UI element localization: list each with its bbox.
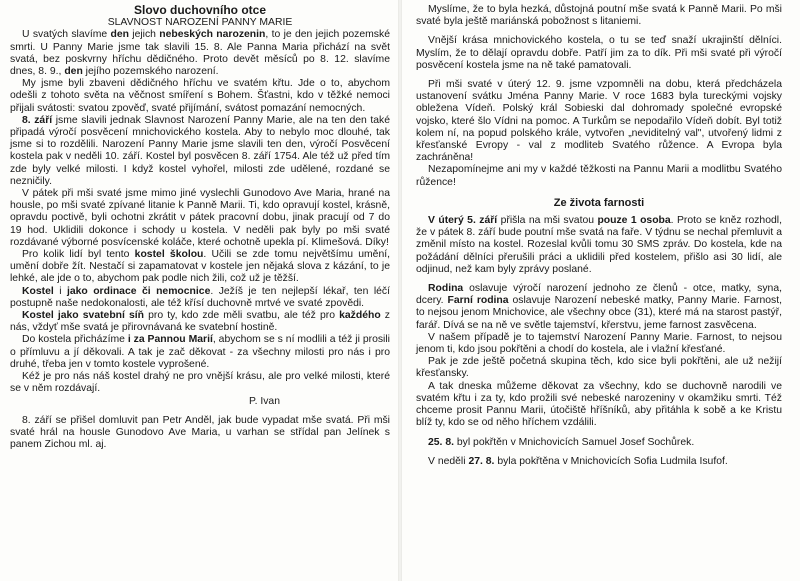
signature: P. Ivan xyxy=(248,395,280,407)
paragraph: V našem případě je to tajemství Narození Panny Marie. Farnost, to nejsou jenom ti, kdo jsou pokřtěni a chodí do kostela, ale i vlažní křesťané. xyxy=(416,331,782,356)
paragraph: 25. 8. byl pokřtěn v Mnichovicích Samuel Josef Sochůrek. xyxy=(428,436,695,448)
right-page xyxy=(398,0,800,581)
paragraph: 8. září se přišel domluvit pan Petr Anděl, jak bude vypadat mše svatá. Při mši svaté hrál na housle Gunodovo Ave Maria, u varhan se střídal pan Jelínek s panem Zichou ml. aj. xyxy=(10,414,390,451)
paragraph: Pak je zde ještě početná skupina těch, kdo sice byli pokřtěni, ale už nežijí křesťansky. xyxy=(416,356,782,380)
paragraph: V úterý 5. září přišla na mši svatou pouze 1 osoba. Proto se kněz rozhodl, že v pátek 8. září bude poutní mše svatá na faře. V týdnu se nechal přemluvit a změnil místo na kostel. Rozeslal kvůli tomu 30 SMS zpráv. Do kostela, kde na požádání dělníci přerušili práci a uklidili před kostelem, přišlo asi 30 lidí, ale odjinud, než kam byly zprávy poslané. xyxy=(416,215,782,275)
paragraph: My jsme byli zbaveni dědičného hříchu ve svatém křtu. Jde o to, abychom odešli z tohoto světa na věčnost smíření s Bohem. Šťastni, kdo v těžké nemoci přijali svátosti: svatou zpověď, svaté přijímání, svátost pomazání nemocných. xyxy=(10,78,390,114)
section-title: Ze života farnosti xyxy=(553,196,645,209)
paragraph: U svatých slavíme den jejich nebeských narozenin, to je den jejich pozemské smrti. U Panny Marie jsme tak slavili 15. 8. Ale Panna Maria přichází na svět svatá, bez poskvrny hříchu dědičného. Proto devět měsíců po 8. 12. slavíme dnes, 8. 9., den jejího pozemského narození. xyxy=(10,29,390,78)
paragraph: Kostel i jako ordinace či nemocnice. Ježíš je ten nejlepší lékař, ten léčí postupně naše nedokonalosti, ale též křísí duchovně mrtvé ve svaté zpovědi. xyxy=(10,285,390,309)
paragraph: Pro kolik lidí byl tento kostel školou. Učili se zde tomu největšímu umění, umění dobře žít. Nestačí si zapamatovat v kostele jen nějaká slova z kázání, to je lehké, ale jde o to, abychom pak podle nich žili, což už je těžší. xyxy=(10,249,390,285)
paragraph: A tak dneska můžeme děkovat za všechny, kdo se duchovně narodili ve svatém křtu i za ty, kdo prožili své nebeské narozeniny v okamžiku smrti. Též chceme prosit Pannu Marii, útočiště hříšníků, aby přitáhla k sobě a ke Kristu blíž ty, kdo se od něho hříchem vzdálili. xyxy=(416,380,782,429)
paragraph: V pátek při mši svaté jsme mimo jiné vyslechli Gunodovo Ave Maria, hrané na housle, po mši svaté zpívané litanie k Panně Marii. Ti, kdo opravují kostel, krásně, opravdu poctivě, byli ochotni zkrátit v pátek pracovní dobu, jinak pracují od 7 do 19 hod. Uklidili dokonce i schody u kostela. V neděli pak byly po mši svaté rozdávané výborné posvícenské koláče, které ochotně upekla pí. Klimešová. Díky! xyxy=(10,188,390,248)
paragraph: Při mši svaté v úterý 12. 9. jsme vzpomněli na dobu, která předcházela ustanovení svátku Jména Panny Marie. V roce 1683 byla tureckými vojsky obležena Vídeň. Polský král Sobieski dal dohromady společné evropské vojsko, které šlo Vídni na pomoc. A Turkům se nepodařilo Vídeň dobít. Byl totiž kolem ní, na popud polského krále, vytvořen „neviditelný val", utvořený lidmi z křesťanské Evropy - val z modliteb Svatého růžence. A Evropa byla zachráněna! xyxy=(416,79,782,164)
page-subtitle: SLAVNOST NAROZENÍ PANNY MARIE xyxy=(107,17,293,29)
page-gutter xyxy=(398,0,402,581)
paragraph: V neděli 27. 8. byla pokřtěna v Mnichovicích Sofia Ludmila Isufof. xyxy=(428,455,728,467)
paragraph: Do kostela přicházíme i za Pannou Marií, abychom se s ní modlili a též ji prosili o přímluvu a jí děkovali. A tak je zač děkovat - za všechny milosti pro nás i pro druhé, třeba jen v tomto kostele vyprošené. xyxy=(10,334,390,370)
paragraph: Vnější krása mnichovického kostela, o tu se teď snaží ukrajinští dělníci. Myslím, že to dělají opravdu dobře. Patří jim za to dík. Při mši svaté při výročí posvěcení kostela jsme na ně také pamatovali. xyxy=(416,35,782,71)
paragraph: 8. září jsme slavili jednak Slavnost Narození Panny Marie, ale na ten den také připadá výročí posvěcení mnichovického kostela. Aby to nebylo moc dlouhé, tak jsme si to rozdělili. Narození Panny Marie jsme slavili ten den, výročí Posvěcení kostela pak v neděli 10. září. Kostel byl posvěcen 8. září 1754. Ale též už před tím zde byly velké milosti. I když kostel vyhořel, milosti zde udělené, rozdané se nezničily. xyxy=(10,114,390,187)
paragraph: Kéž je pro nás náš kostel drahý ne pro vnější krásu, ale pro velké milosti, které se v něm rozdávají. xyxy=(10,371,390,395)
paragraph: Myslíme, že to byla hezká, důstojná poutní mše svatá k Panně Marii. Po mši svaté byla ještě mariánská pobožnost s litaniemi. xyxy=(416,4,782,28)
page-title: Slovo duchovního otce xyxy=(133,3,266,17)
left-page xyxy=(0,0,398,581)
paragraph: Kostel jako svatební síň pro ty, kdo zde měli svatbu, ale též pro každého z nás, vždyť mše svatá je přirovnávaná ke svatební hostině. xyxy=(10,310,390,334)
paragraph: Rodina oslavuje výročí narození jednoho ze členů - otce, matky, syna, dcery. Farní rodina oslavuje Narození nebeské matky, Panny Marie. Farnost, to nejsou jenom Mnichovice, ale všechny obce (31), které má na starost pastýř, farář. Dívá se na ně ve světle tajemství, křerstvu, jeme farnost zasvěcena. xyxy=(416,283,783,331)
paragraph: Nezapomínejme ani my v každé těžkosti na Pannu Marii a modlitbu Svatého růžence! xyxy=(416,164,782,188)
